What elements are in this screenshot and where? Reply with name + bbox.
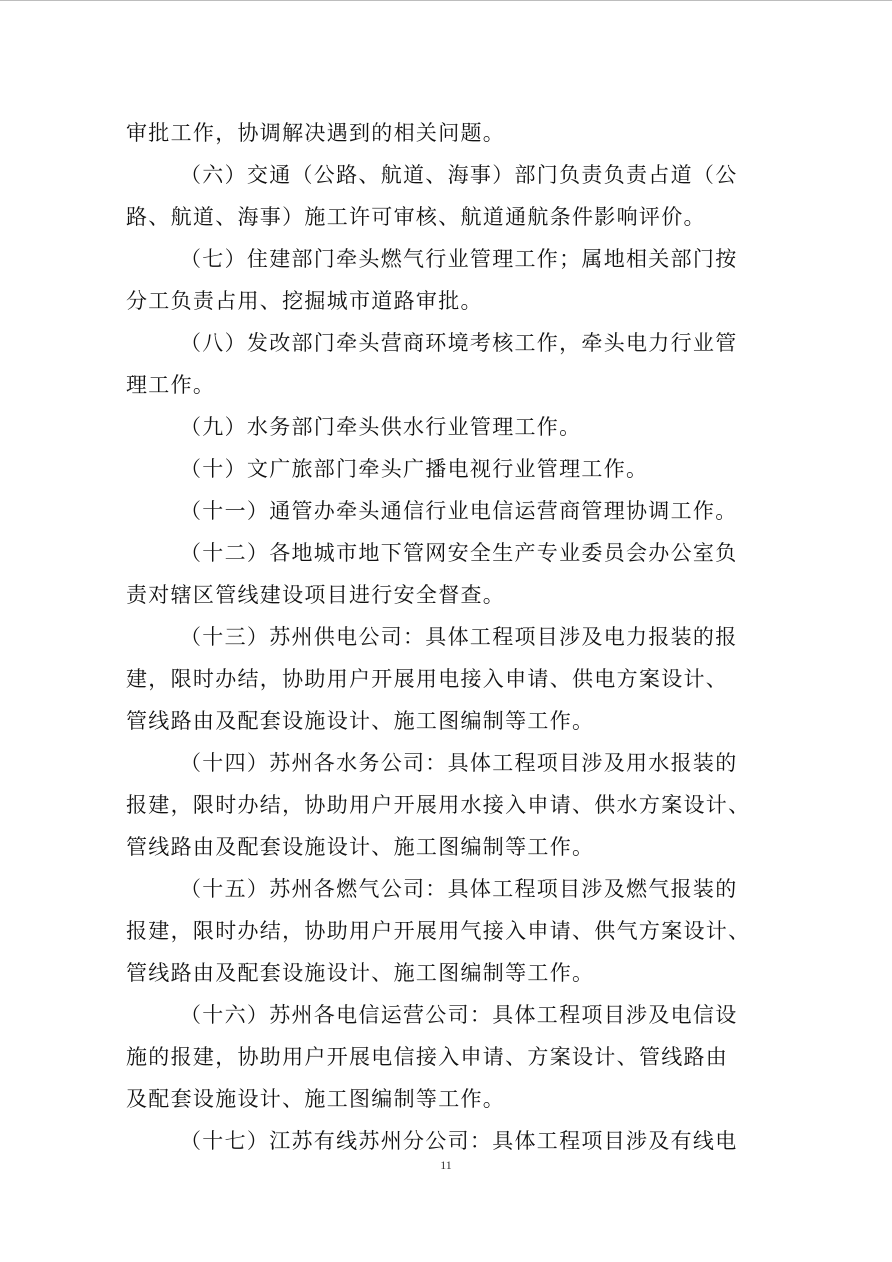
text-line: 报建，限时办结，协助用户开展用气接入申请、供气方案设计、 <box>126 919 751 943</box>
text-line: 审批工作，协调解决遇到的相关问题。 <box>126 121 506 145</box>
text-line: 管线路由及配套设施设计、施工图编制等工作。 <box>126 709 595 733</box>
paragraph-start-line: （六）交通（公路、航道、海事）部门负责负责占道（公 <box>180 163 738 187</box>
text-line: 及配套设施设计、施工图编制等工作。 <box>126 1087 506 1111</box>
paragraph-start-line: （十七）江苏有线苏州分公司：具体工程项目涉及有线电 <box>180 1129 738 1153</box>
paragraph-start-line: （十五）苏州各燃气公司：具体工程项目涉及燃气报装的 <box>180 877 738 901</box>
paragraph-start-line: （十二）各地城市地下管网安全生产专业委员会办公室负 <box>180 541 738 565</box>
paragraph-start-line: （七）住建部门牵头燃气行业管理工作；属地相关部门按 <box>180 247 738 271</box>
paragraph-start-line: （九）水务部门牵头供水行业管理工作。 <box>180 415 582 439</box>
text-line: 施的报建，协助用户开展电信接入申请、方案设计、管线路由 <box>126 1045 729 1069</box>
text-line: 路、航道、海事）施工许可审核、航道通航条件影响评价。 <box>126 205 706 229</box>
paragraph-start-line: （十）文广旅部门牵头广播电视行业管理工作。 <box>180 457 649 481</box>
text-line: 责对辖区管线建设项目进行安全督查。 <box>126 583 506 607</box>
page-number: 11 <box>440 1158 452 1172</box>
text-line: 报建，限时办结，协助用户开展用水接入申请、供水方案设计、 <box>126 793 751 817</box>
text-line: 理工作。 <box>126 373 216 397</box>
text-line: 分工负责占用、挖掘城市道路审批。 <box>126 289 483 313</box>
paragraph-start-line: （十一）通管办牵头通信行业电信运营商管理协调工作。 <box>180 499 738 523</box>
text-line: 管线路由及配套设施设计、施工图编制等工作。 <box>126 835 595 859</box>
text-line: 管线路由及配套设施设计、施工图编制等工作。 <box>126 961 595 985</box>
paragraph-start-line: （十六）苏州各电信运营公司：具体工程项目涉及电信设 <box>180 1003 738 1027</box>
paragraph-start-line: （八）发改部门牵头营商环境考核工作，牵头电力行业管 <box>180 331 738 355</box>
document-body <box>126 112 778 1162</box>
paragraph-start-line: （十四）苏州各水务公司：具体工程项目涉及用水报装的 <box>180 751 738 775</box>
paragraph-start-line: （十三）苏州供电公司：具体工程项目涉及电力报装的报 <box>180 625 738 649</box>
text-line: 建，限时办结，协助用户开展用电接入申请、供电方案设计、 <box>126 667 729 691</box>
top-border <box>0 0 892 1</box>
